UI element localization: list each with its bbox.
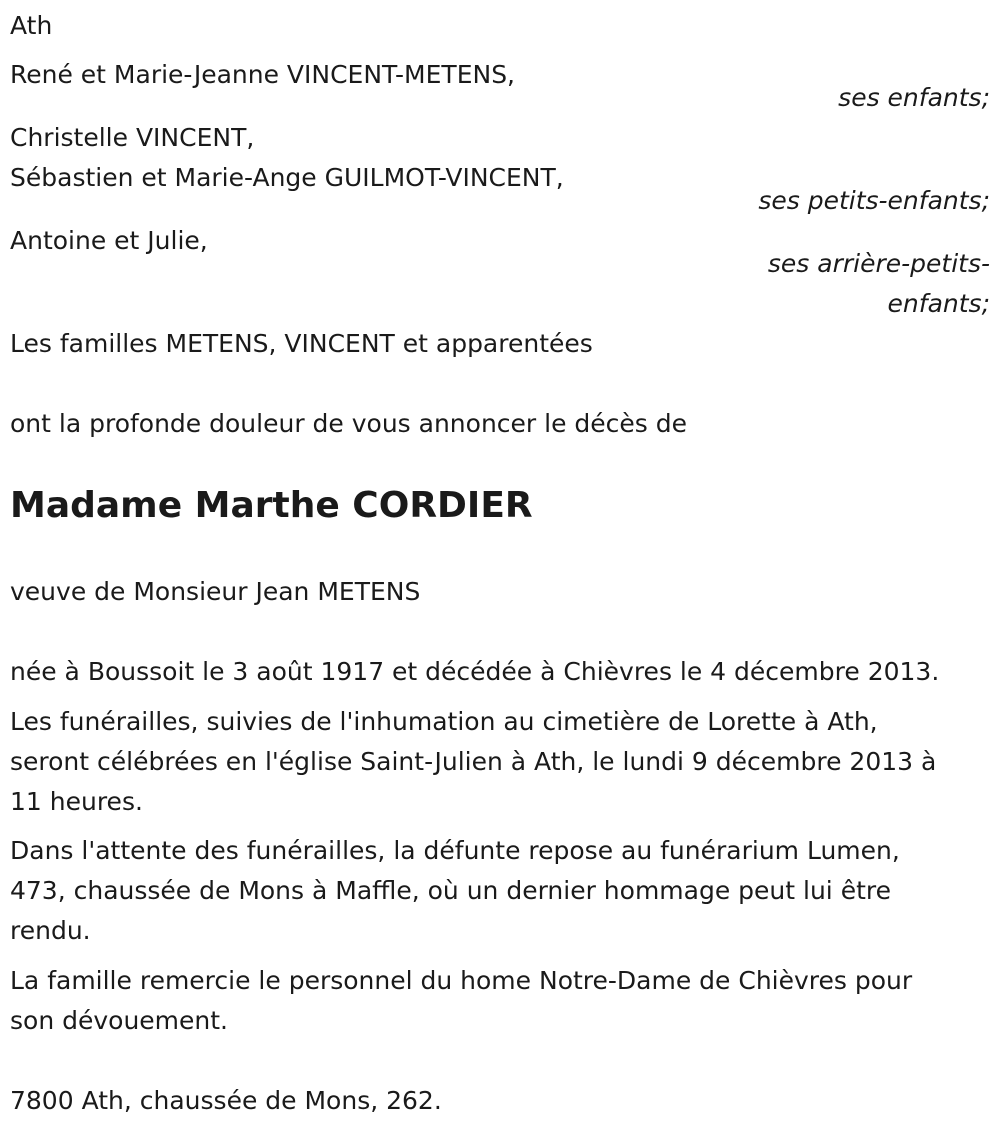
funeral-line-2: seront célébrées en l'église Saint-Julien à Ath, le lundi 9 décembre 2013 à	[10, 747, 937, 776]
funeral-line-3: 11 heures.	[10, 787, 143, 816]
children-role: ses enfants;	[838, 83, 990, 112]
location: Ath	[10, 11, 53, 40]
announcement: ont la profonde douleur de vous annoncer le décès de	[10, 409, 688, 438]
rest-line-2: 473, chaussée de Mons à Maffle, où un dernier hommage peut lui être	[10, 876, 891, 905]
rest-line-1: Dans l'attente des funérailles, la défunte repose au funérarium Lumen,	[10, 836, 900, 865]
birth-death: née à Boussoit le 3 août 1917 et décédée à Chièvres le 4 décembre 2013.	[10, 657, 940, 686]
families: Les familles METENS, VINCENT et apparentées	[10, 329, 593, 358]
great-grandchildren-role-2: enfants;	[887, 289, 990, 318]
great-grandchildren-role-1: ses arrière-petits-	[767, 249, 990, 278]
grandchildren-role: ses petits-enfants;	[758, 186, 990, 215]
grandchild-name-2: Sébastien et Marie-Ange GUILMOT-VINCENT,	[10, 163, 564, 192]
rest-line-3: rendu.	[10, 916, 91, 945]
address: 7800 Ath, chaussée de Mons, 262.	[10, 1086, 442, 1115]
grandchild-name-1: Christelle VINCENT,	[10, 123, 255, 152]
widow-of: veuve de Monsieur Jean METENS	[10, 577, 421, 606]
deceased-name: Madame Marthe CORDIER	[10, 485, 533, 526]
children-names: René et Marie-Jeanne VINCENT-METENS,	[10, 60, 516, 89]
funeral-line-1: Les funérailles, suivies de l'inhumation au cimetière de Lorette à Ath,	[10, 707, 878, 736]
thanks-line-2: son dévouement.	[10, 1006, 229, 1035]
great-grandchildren-names: Antoine et Julie,	[10, 226, 208, 255]
thanks-line-1: La famille remercie le personnel du home Notre-Dame de Chièvres pour	[10, 966, 913, 995]
